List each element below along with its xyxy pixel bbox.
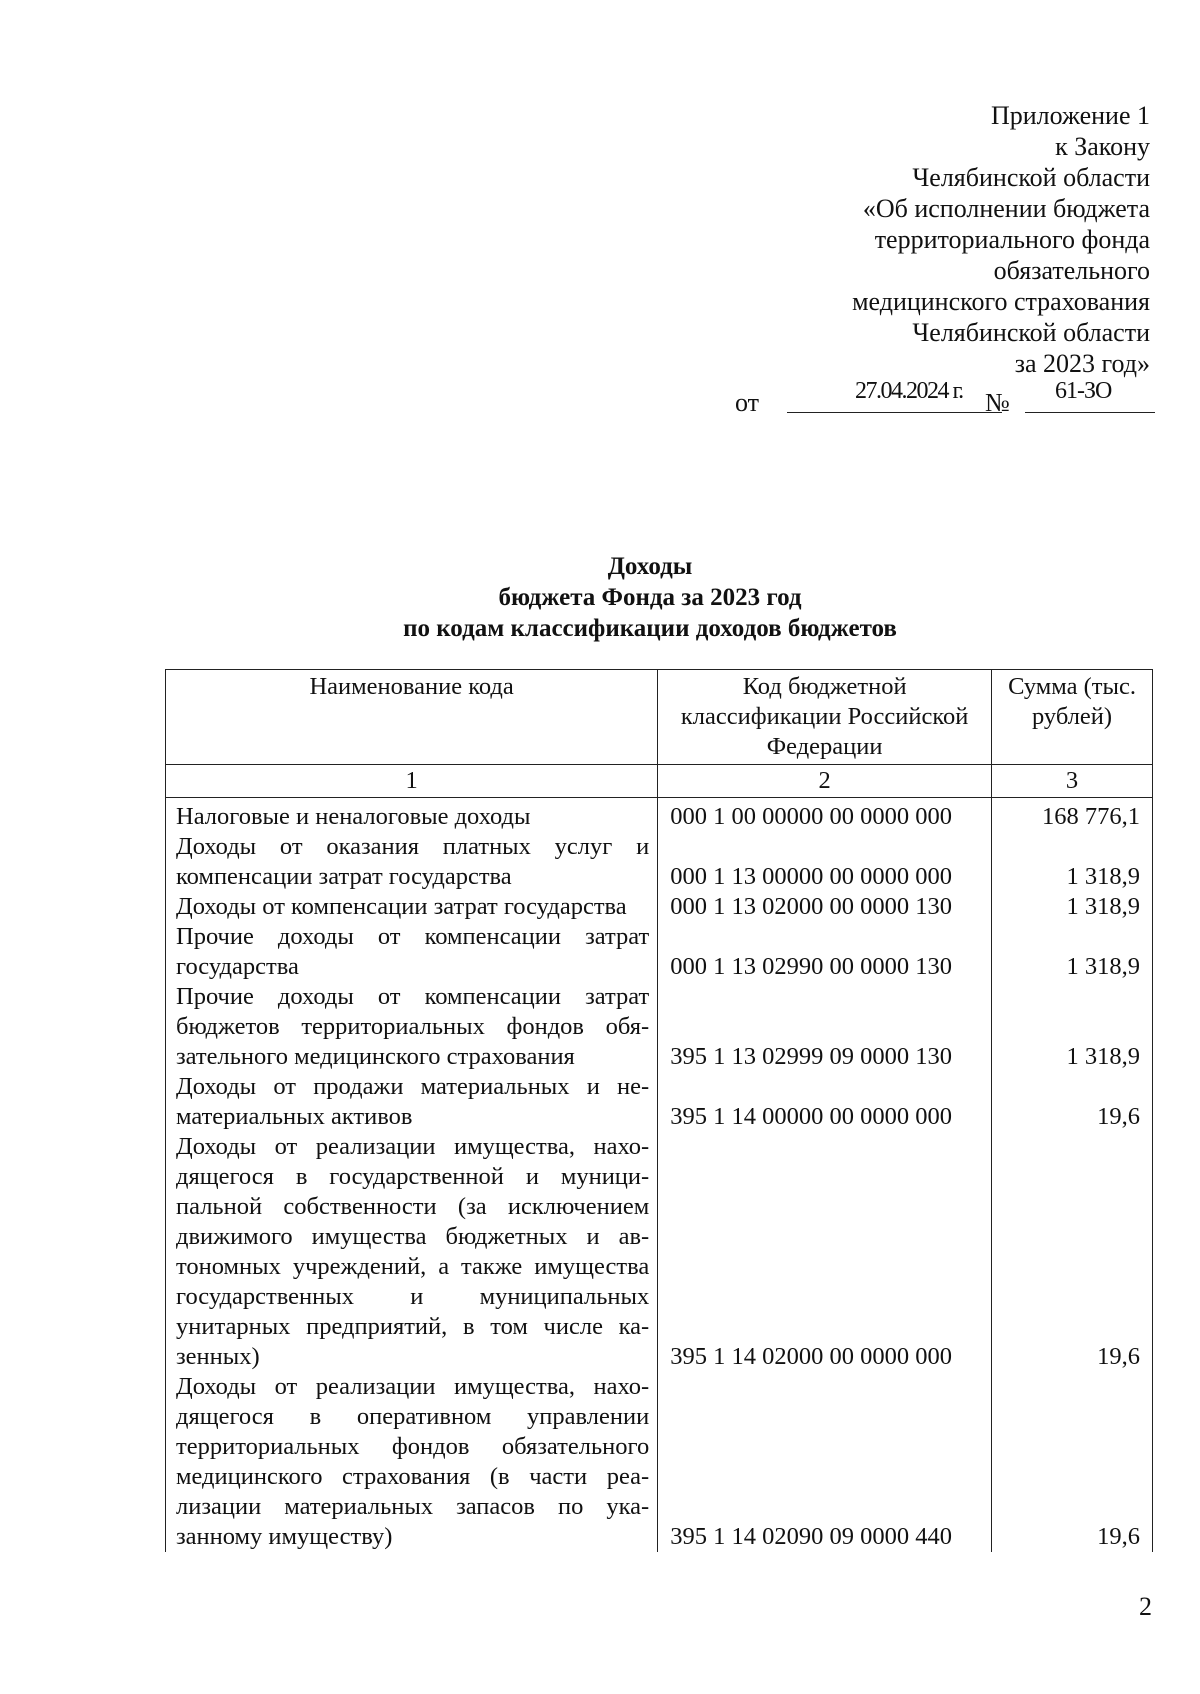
row-name: Доходы от оказания платных услуг и компенсации затрат государства [166, 832, 658, 892]
title-line-2: бюджета Фонда за 2023 год [498, 584, 802, 611]
appendix-line: Челябинской области [912, 318, 1150, 347]
table-header-row [166, 670, 1153, 765]
law-date-number [735, 378, 1155, 417]
row-sum: 1 318,9 [992, 832, 1153, 892]
header-sum: Сумма (тыс. рублей) [992, 670, 1153, 765]
appendix-line: к Закону [1055, 132, 1150, 161]
table-row [166, 832, 1153, 892]
date-underline [787, 412, 1002, 413]
row-sum: 19,6 [992, 1072, 1153, 1132]
appendix-line: обязательного [993, 256, 1150, 285]
row-code: 395 1 14 00000 00 0000 000 [658, 1072, 992, 1132]
appendix-line: медицинского страхования [852, 287, 1150, 316]
column-number: 1 [166, 765, 658, 798]
row-sum: 1 318,9 [992, 982, 1153, 1072]
appendix-block [730, 100, 1150, 379]
column-number: 2 [658, 765, 992, 798]
appendix-line: территориального фонда [874, 225, 1150, 254]
column-number: 3 [992, 765, 1153, 798]
row-code: 000 1 13 02000 00 0000 130 [658, 892, 992, 922]
row-name: Налоговые и неналоговые доходы [166, 798, 658, 833]
row-code: 395 1 13 02999 09 0000 130 [658, 982, 992, 1072]
row-code: 395 1 14 02090 09 0000 440 [658, 1372, 992, 1552]
from-label: от [735, 388, 760, 417]
row-sum: 1 318,9 [992, 892, 1153, 922]
table-row [166, 798, 1153, 833]
table-row [166, 1132, 1153, 1372]
table-row [166, 982, 1153, 1072]
row-code: 000 1 13 02990 00 0000 130 [658, 922, 992, 982]
table-row [166, 922, 1153, 982]
row-code: 000 1 00 00000 00 0000 000 [658, 798, 992, 833]
header-code: Код бюджетной классификации Российской Федерации [658, 670, 992, 765]
row-code: 000 1 13 00000 00 0000 000 [658, 832, 992, 892]
table-row [166, 1072, 1153, 1132]
title-line-3: по кодам классификации доходов бюджетов [403, 615, 897, 642]
row-sum: 19,6 [992, 1372, 1153, 1552]
row-name: Доходы от компенсации затрат государства [166, 892, 658, 922]
title-line-1: Доходы [607, 553, 693, 580]
row-name: Доходы от реализации имущества, находящегося в государственной и муниципальной собственности (за исключением движимого имущества бюджетных и автономных учреждений, а также имущества государственных и муниципальных унитарных предприятий, в том числе казенных) [166, 1132, 658, 1372]
row-name: Прочие доходы от компенсации затрат государства [166, 922, 658, 982]
row-code: 395 1 14 02000 00 0000 000 [658, 1132, 992, 1372]
column-number-row [166, 765, 1153, 798]
row-name: Доходы от реализации имущества, находящегося в оперативном управлении территориальных фондов обязательного медицинского страхования (в части реализации материальных запасов по указанному имуществу) [166, 1372, 658, 1552]
table-row [166, 1372, 1153, 1552]
document-title [150, 551, 1150, 644]
row-sum: 1 318,9 [992, 922, 1153, 982]
appendix-line: Челябинской области [912, 163, 1150, 192]
row-sum: 19,6 [992, 1132, 1153, 1372]
appendix-line: за 2023 год» [1014, 349, 1150, 378]
appendix-line: «Об исполнении бюджета [862, 194, 1150, 223]
table-row [166, 892, 1153, 922]
number-underline [1025, 412, 1155, 413]
page-number: 2 [1139, 1592, 1152, 1621]
number-label: № [985, 388, 1010, 417]
law-date: 27.04.2024 г. [855, 378, 963, 404]
law-number: 61-ЗО [1055, 378, 1112, 404]
row-name: Доходы от продажи материальных и нематериальных активов [166, 1072, 658, 1132]
row-name: Прочие доходы от компенсации затрат бюджетов территориальных фондов обязательного медицинского страхования [166, 982, 658, 1072]
row-sum: 168 776,1 [992, 798, 1153, 833]
income-table [165, 669, 1153, 1552]
appendix-line: Приложение 1 [990, 101, 1150, 130]
header-name: Наименование кода [166, 670, 658, 765]
